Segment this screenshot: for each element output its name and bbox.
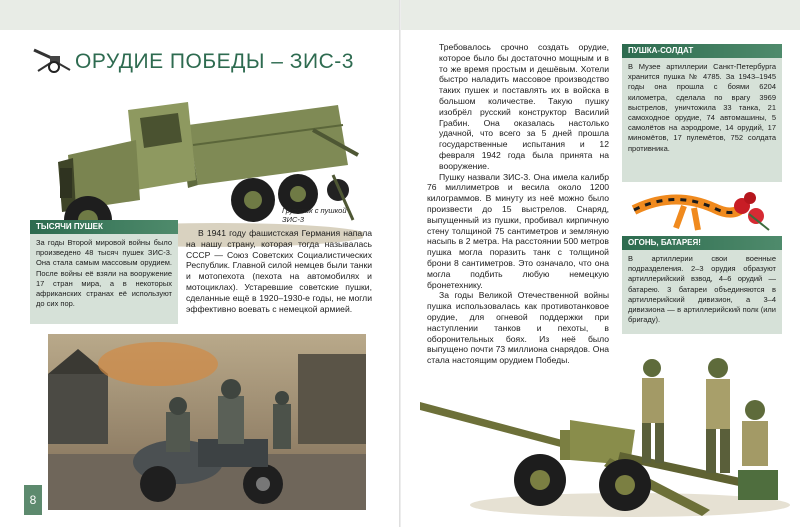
page-title: ОРУДИЕ ПОБЕДЫ – ЗИС-3 [75, 50, 354, 73]
truck-caption: Грузовик с пушкой ЗИС-3 [282, 206, 347, 224]
box2 [622, 250, 782, 334]
sidebar-box [30, 234, 178, 324]
page-number: 8 [24, 485, 42, 515]
sidebar-text: За годы Второй мировой войны было произведено 48 тысяч пушек ЗИС-3. Она стала самым массовым орудием. После войны её взяли на вооружение 17 стран мира, а в некоторых африканских странах её используют до сих пор. [36, 238, 172, 309]
right-paragraph-1: Требовалось срочно создать орудие, которое было бы достаточно мощным и в то же время простым и дешёвым. Хотели быстро наладить массовое производство таких пушек и поставлять их в войска в большом количестве. Такую пушку изобрёл русский конструктор Василий Грабин. Она оказалась настолько удачной, что всего за 5 дней прошла государственные испытания и 12 февраля 1942 года была принята на вооружение. [439, 42, 609, 171]
box1 [622, 58, 782, 182]
box2-heading: ОГОНЬ, БАТАРЕЯ! [622, 236, 782, 250]
main-paragraph: В 1941 году фашистская Германия напала на нашу страну, которая тогда называлась СССР — Союз Советских Социалистических Республик. Главной силой немцев были танки и мотопехота (пехота на автомобилях и мотоциклах). Устаревшие советские пушки, сделанные ещё в 1920–1930-е годы, не могли эффективно воевать с немецкой армией. [186, 228, 372, 314]
right-paragraph-3: За годы Великой Отечественной войны пушка использовалась как противотанковое орудие, для огневой поддержки при наступлении танков и пехоты, в оборонительных боях. Из неё было выпущено почти 73 миллиона снарядов. Она стала настоящим орудием Победы. [427, 290, 609, 366]
sidebar-heading: ТЫСЯЧИ ПУШЕК [30, 220, 178, 234]
motorcycle-scene-illustration [48, 334, 366, 510]
left-page [0, 30, 399, 527]
right-paragraph-2: Пушку назвали ЗИС-3. Она имела калибр 76 миллиметров и весила около 1200 килограммов. В минуту из неё можно было произвести до 15 выстрелов. Снаряд, выпущенный из пушки, пробивал кирпичную стену толщиной 75 сантиметров и земляную насыпь в 2 метра. На расстоянии 500 метров пушка могла поразить танк с толщиной брони 8 сантиметров. Это означало, что она могла подбить любую немецкую бронетехнику. [427, 171, 609, 290]
book-gutter [399, 0, 401, 527]
st-george-ribbon-illustration [624, 184, 774, 232]
gun-crew-illustration [420, 340, 800, 525]
box1-heading: ПУШКА-СОЛДАТ [622, 44, 782, 58]
main-text-column [186, 228, 372, 314]
box1-text: В Музее артиллерии Санкт-Петербурга хранится пушка № 4785. За 1943–1945 годы она прошла с боями 6204 километра, сделала по врагу 3969 выстрелов, уничтожила 33 танка, 21 самоходное орудие, 74 автомашины, 5 самолётов на аэродроме, 14 орудий, 17 миномётов, 17 пулемётов, 752 солдата противника. [628, 62, 776, 153]
right-text-column [427, 42, 609, 366]
box2-text: В артиллерии свои военные подразделения. 2–3 орудия образуют артиллерийский взвод, 4–6 орудий — батарею. 3 батареи объединяются в артиллерийский дивизион, а 3–4 дивизиона — в артиллерийский полк (или бригаду). [628, 254, 776, 325]
